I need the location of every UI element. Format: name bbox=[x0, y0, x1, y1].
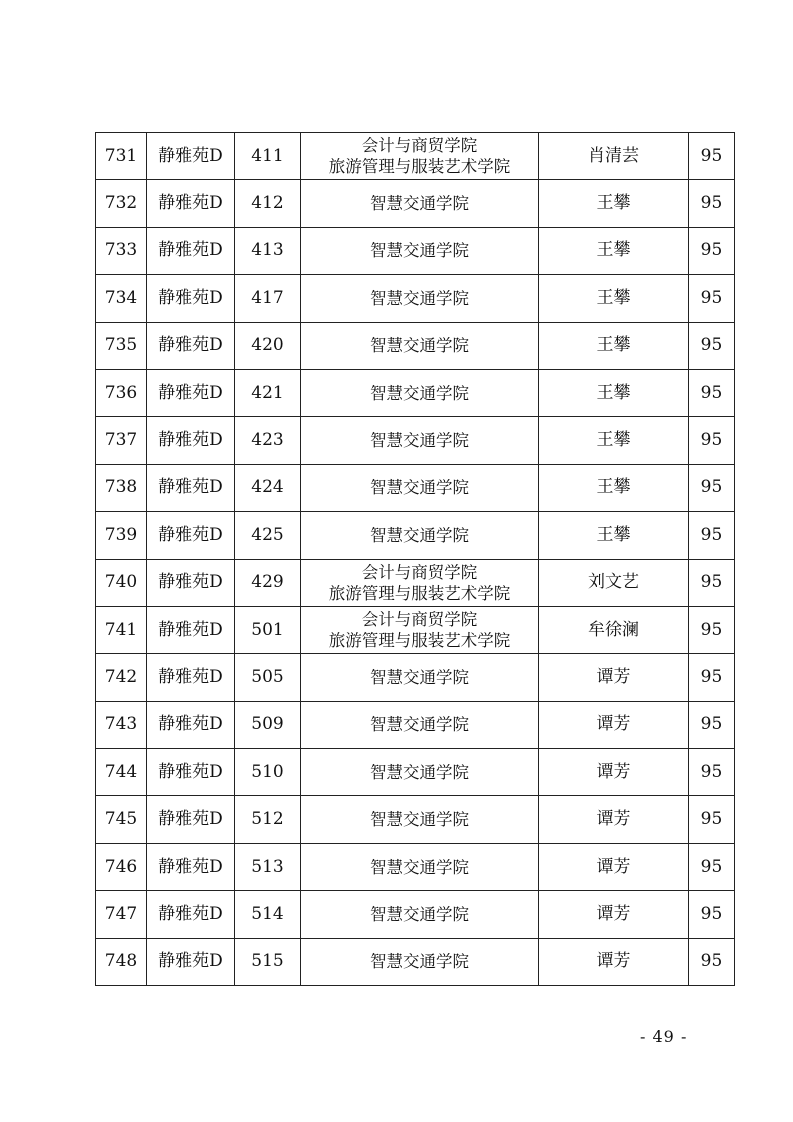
teacher-cell: 谭芳 bbox=[539, 796, 689, 843]
table-row bbox=[96, 180, 735, 227]
score-cell: 95 bbox=[689, 133, 735, 180]
teacher-cell: 王攀 bbox=[539, 417, 689, 464]
row-number-cell: 738 bbox=[96, 464, 147, 511]
room-number-cell: 514 bbox=[235, 891, 301, 938]
building-cell: 静雅苑D bbox=[147, 369, 235, 416]
college-cell bbox=[301, 322, 539, 369]
score-cell: 95 bbox=[689, 369, 735, 416]
college-name: 智慧交通学院 bbox=[370, 288, 469, 308]
row-number-cell: 741 bbox=[96, 606, 147, 653]
college-cell bbox=[301, 275, 539, 322]
building-cell: 静雅苑D bbox=[147, 275, 235, 322]
teacher-cell: 牟徐澜 bbox=[539, 606, 689, 653]
college-cell bbox=[301, 464, 539, 511]
teacher-cell: 王攀 bbox=[539, 464, 689, 511]
row-number-cell: 745 bbox=[96, 796, 147, 843]
room-number-cell: 412 bbox=[235, 180, 301, 227]
college-cell bbox=[301, 133, 539, 180]
college-cell bbox=[301, 606, 539, 653]
building-cell: 静雅苑D bbox=[147, 180, 235, 227]
dormitory-score-table bbox=[95, 132, 735, 986]
room-number-cell: 515 bbox=[235, 938, 301, 985]
room-number-cell: 510 bbox=[235, 749, 301, 796]
row-number-cell: 746 bbox=[96, 843, 147, 890]
table-row bbox=[96, 227, 735, 274]
college-name: 智慧交通学院 bbox=[370, 952, 469, 972]
college-name: 智慧交通学院 bbox=[370, 667, 469, 687]
college-cell bbox=[301, 180, 539, 227]
table-row bbox=[96, 701, 735, 748]
teacher-cell: 王攀 bbox=[539, 512, 689, 559]
teacher-cell: 谭芳 bbox=[539, 749, 689, 796]
table-row bbox=[96, 559, 735, 606]
score-cell: 95 bbox=[689, 749, 735, 796]
room-number-cell: 413 bbox=[235, 227, 301, 274]
college-cell bbox=[301, 227, 539, 274]
row-number-cell: 736 bbox=[96, 369, 147, 416]
row-number-cell: 743 bbox=[96, 701, 147, 748]
score-cell: 95 bbox=[689, 464, 735, 511]
table-row bbox=[96, 369, 735, 416]
row-number-cell: 734 bbox=[96, 275, 147, 322]
table-row bbox=[96, 133, 735, 180]
room-number-cell: 421 bbox=[235, 369, 301, 416]
building-cell: 静雅苑D bbox=[147, 464, 235, 511]
college-cell bbox=[301, 417, 539, 464]
room-number-cell: 505 bbox=[235, 654, 301, 701]
table-row bbox=[96, 606, 735, 653]
room-number-cell: 425 bbox=[235, 512, 301, 559]
teacher-cell: 王攀 bbox=[539, 180, 689, 227]
college-name: 智慧交通学院 bbox=[370, 715, 469, 735]
teacher-cell: 刘文艺 bbox=[539, 559, 689, 606]
teacher-cell: 王攀 bbox=[539, 227, 689, 274]
college-cell bbox=[301, 891, 539, 938]
table-row bbox=[96, 322, 735, 369]
row-number-cell: 733 bbox=[96, 227, 147, 274]
building-cell: 静雅苑D bbox=[147, 417, 235, 464]
table-body bbox=[96, 133, 735, 986]
table-row bbox=[96, 749, 735, 796]
building-cell: 静雅苑D bbox=[147, 606, 235, 653]
table-row bbox=[96, 417, 735, 464]
college-name: 旅游管理与服装艺术学院 bbox=[328, 631, 511, 651]
teacher-cell: 王攀 bbox=[539, 369, 689, 416]
college-name: 旅游管理与服装艺术学院 bbox=[328, 157, 511, 177]
score-cell: 95 bbox=[689, 606, 735, 653]
room-number-cell: 513 bbox=[235, 843, 301, 890]
room-number-cell: 420 bbox=[235, 322, 301, 369]
table-row bbox=[96, 275, 735, 322]
college-name: 智慧交通学院 bbox=[370, 762, 469, 782]
row-number-cell: 731 bbox=[96, 133, 147, 180]
building-cell: 静雅苑D bbox=[147, 227, 235, 274]
page-number: - 49 - bbox=[640, 1027, 688, 1046]
row-number-cell: 747 bbox=[96, 891, 147, 938]
building-cell: 静雅苑D bbox=[147, 133, 235, 180]
row-number-cell: 737 bbox=[96, 417, 147, 464]
teacher-cell: 谭芳 bbox=[539, 938, 689, 985]
teacher-cell: 肖清芸 bbox=[539, 133, 689, 180]
score-cell: 95 bbox=[689, 322, 735, 369]
college-name: 智慧交通学院 bbox=[370, 525, 469, 545]
score-cell: 95 bbox=[689, 275, 735, 322]
table-row bbox=[96, 891, 735, 938]
college-cell bbox=[301, 654, 539, 701]
score-cell: 95 bbox=[689, 417, 735, 464]
college-name: 智慧交通学院 bbox=[370, 383, 469, 403]
row-number-cell: 742 bbox=[96, 654, 147, 701]
building-cell: 静雅苑D bbox=[147, 701, 235, 748]
college-name: 会计与商贸学院 bbox=[361, 610, 478, 630]
room-number-cell: 509 bbox=[235, 701, 301, 748]
row-number-cell: 748 bbox=[96, 938, 147, 985]
room-number-cell: 512 bbox=[235, 796, 301, 843]
row-number-cell: 732 bbox=[96, 180, 147, 227]
college-name: 会计与商贸学院 bbox=[361, 136, 478, 156]
college-name: 智慧交通学院 bbox=[370, 478, 469, 498]
building-cell: 静雅苑D bbox=[147, 654, 235, 701]
room-number-cell: 411 bbox=[235, 133, 301, 180]
score-cell: 95 bbox=[689, 512, 735, 559]
row-number-cell: 735 bbox=[96, 322, 147, 369]
table-row bbox=[96, 654, 735, 701]
room-number-cell: 424 bbox=[235, 464, 301, 511]
building-cell: 静雅苑D bbox=[147, 796, 235, 843]
teacher-cell: 谭芳 bbox=[539, 654, 689, 701]
score-cell: 95 bbox=[689, 654, 735, 701]
building-cell: 静雅苑D bbox=[147, 559, 235, 606]
table-row bbox=[96, 843, 735, 890]
college-name: 智慧交通学院 bbox=[370, 241, 469, 261]
college-cell bbox=[301, 512, 539, 559]
college-name: 智慧交通学院 bbox=[370, 904, 469, 924]
building-cell: 静雅苑D bbox=[147, 843, 235, 890]
score-cell: 95 bbox=[689, 227, 735, 274]
room-number-cell: 501 bbox=[235, 606, 301, 653]
room-number-cell: 417 bbox=[235, 275, 301, 322]
teacher-cell: 王攀 bbox=[539, 322, 689, 369]
row-number-cell: 739 bbox=[96, 512, 147, 559]
room-number-cell: 429 bbox=[235, 559, 301, 606]
row-number-cell: 740 bbox=[96, 559, 147, 606]
building-cell: 静雅苑D bbox=[147, 891, 235, 938]
building-cell: 静雅苑D bbox=[147, 938, 235, 985]
college-name: 智慧交通学院 bbox=[370, 194, 469, 214]
table-row bbox=[96, 938, 735, 985]
table-row bbox=[96, 512, 735, 559]
score-cell: 95 bbox=[689, 180, 735, 227]
building-cell: 静雅苑D bbox=[147, 322, 235, 369]
room-number-cell: 423 bbox=[235, 417, 301, 464]
score-cell: 95 bbox=[689, 701, 735, 748]
college-cell bbox=[301, 369, 539, 416]
college-cell bbox=[301, 796, 539, 843]
building-cell: 静雅苑D bbox=[147, 512, 235, 559]
teacher-cell: 王攀 bbox=[539, 275, 689, 322]
college-name: 智慧交通学院 bbox=[370, 431, 469, 451]
row-number-cell: 744 bbox=[96, 749, 147, 796]
score-cell: 95 bbox=[689, 938, 735, 985]
college-name: 会计与商贸学院 bbox=[361, 562, 478, 582]
college-name: 旅游管理与服装艺术学院 bbox=[328, 583, 511, 603]
score-cell: 95 bbox=[689, 843, 735, 890]
college-cell bbox=[301, 701, 539, 748]
teacher-cell: 谭芳 bbox=[539, 891, 689, 938]
score-cell: 95 bbox=[689, 559, 735, 606]
college-cell bbox=[301, 843, 539, 890]
college-name: 智慧交通学院 bbox=[370, 336, 469, 356]
college-cell bbox=[301, 938, 539, 985]
college-name: 智慧交通学院 bbox=[370, 810, 469, 830]
teacher-cell: 谭芳 bbox=[539, 843, 689, 890]
score-cell: 95 bbox=[689, 891, 735, 938]
score-cell: 95 bbox=[689, 796, 735, 843]
table-row bbox=[96, 796, 735, 843]
table-row bbox=[96, 464, 735, 511]
teacher-cell: 谭芳 bbox=[539, 701, 689, 748]
building-cell: 静雅苑D bbox=[147, 749, 235, 796]
college-name: 智慧交通学院 bbox=[370, 857, 469, 877]
college-cell bbox=[301, 559, 539, 606]
college-cell bbox=[301, 749, 539, 796]
